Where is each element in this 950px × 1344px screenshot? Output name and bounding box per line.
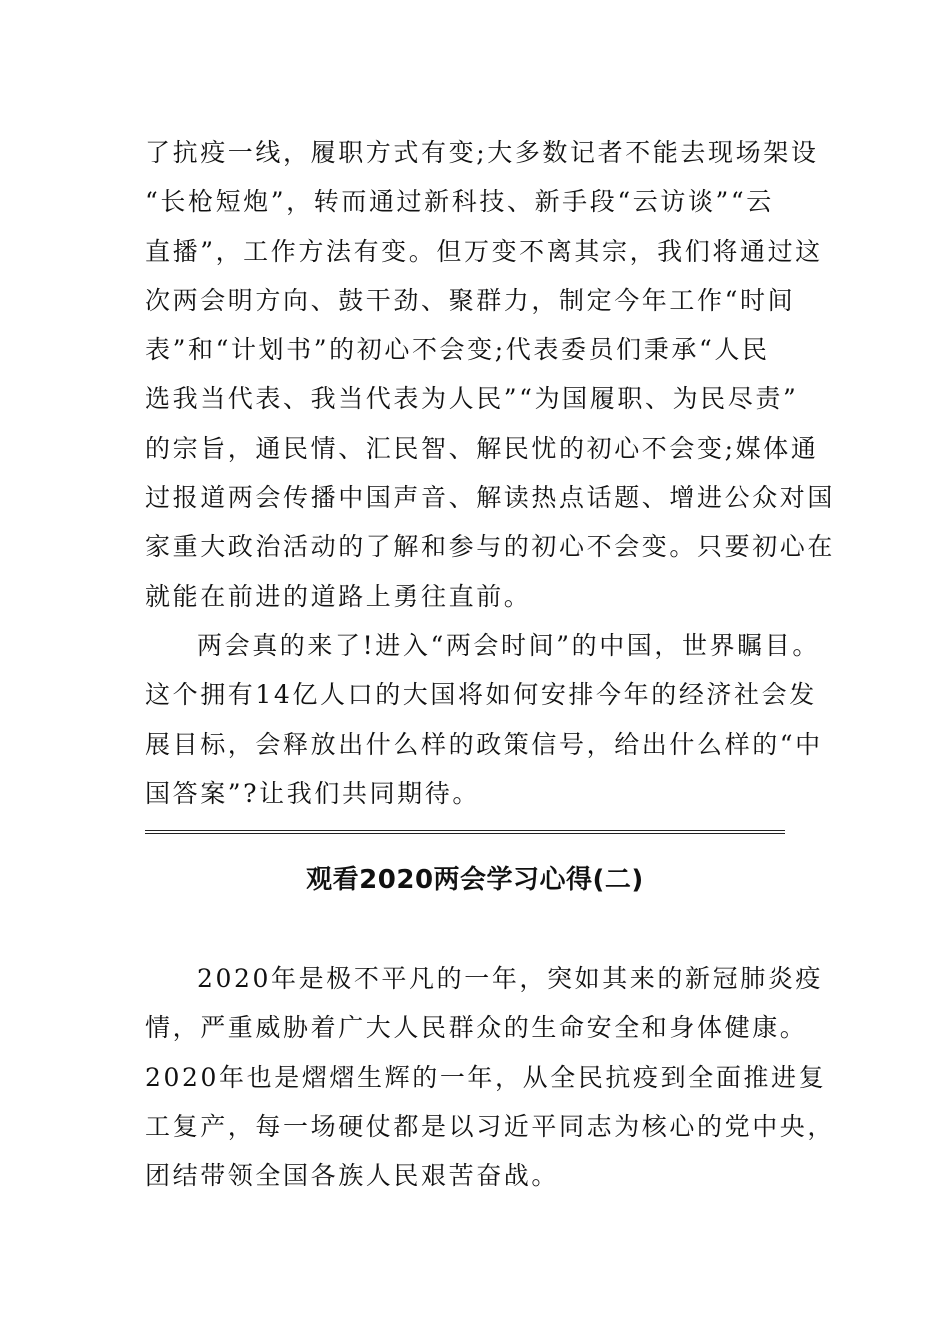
- text-line: 就能在前进的道路上勇往直前。: [145, 581, 532, 611]
- section2-paragraph1: [145, 954, 836, 1200]
- text-line: 次两会明方向、鼓干劲、聚群力，制定今年工作“时间: [145, 285, 796, 315]
- text-line: 这个拥有14亿人口的大国将如何安排今年的经济社会发: [145, 680, 817, 710]
- section-divider: [145, 830, 785, 834]
- text-line: 表”和“计划书”的初心不会变;代表委员们秉承“人民: [145, 335, 770, 365]
- text-line: 工复产，每一场硬仗都是以习近平同志为核心的党中央，: [145, 1112, 836, 1142]
- text-line: 过报道两会传播中国声音、解读热点话题、增进公众对国: [145, 483, 836, 513]
- section1-paragraph2: [145, 621, 823, 818]
- text-line: 2020年是极不平凡的一年，突如其来的新冠肺炎疫: [197, 964, 824, 994]
- text-line: 选我当代表、我当代表为人民”“为国履职、为民尽责”: [145, 384, 799, 414]
- text-line: 情，严重威胁着广大人民群众的生命安全和身体健康。: [145, 1013, 808, 1043]
- section1-paragraph1: [145, 128, 836, 621]
- text-line: “长枪短炮”，转而通过新科技、新手段“云访谈”“云: [145, 187, 774, 217]
- text-line: 2020年也是熠熠生辉的一年，从全民抗疫到全面推进复: [145, 1062, 827, 1092]
- text-line: 的宗旨，通民情、汇民智、解民忧的初心不会变;媒体通: [145, 433, 819, 463]
- text-line: 展目标，会释放出什么样的政策信号，给出什么样的“中: [145, 729, 823, 759]
- spacer: [145, 902, 785, 954]
- text-line: 两会真的来了!进入“两会时间”的中国，世界瞩目。: [197, 630, 821, 660]
- text-line: 国答案”?让我们共同期待。: [145, 778, 480, 808]
- text-line: 团结带领全国各族人民艰苦奋战。: [145, 1161, 560, 1191]
- text-line: 直播”，工作方法有变。但万变不离其宗，我们将通过这: [145, 236, 823, 266]
- text-line: 家重大政治活动的了解和参与的初心不会变。只要初心在: [145, 532, 836, 562]
- text-line: 了抗疫一线，履职方式有变;大多数记者不能去现场架设: [145, 138, 819, 167]
- document-page: [145, 128, 836, 1201]
- section-title: 观看2020两会学习心得(二): [306, 865, 644, 896]
